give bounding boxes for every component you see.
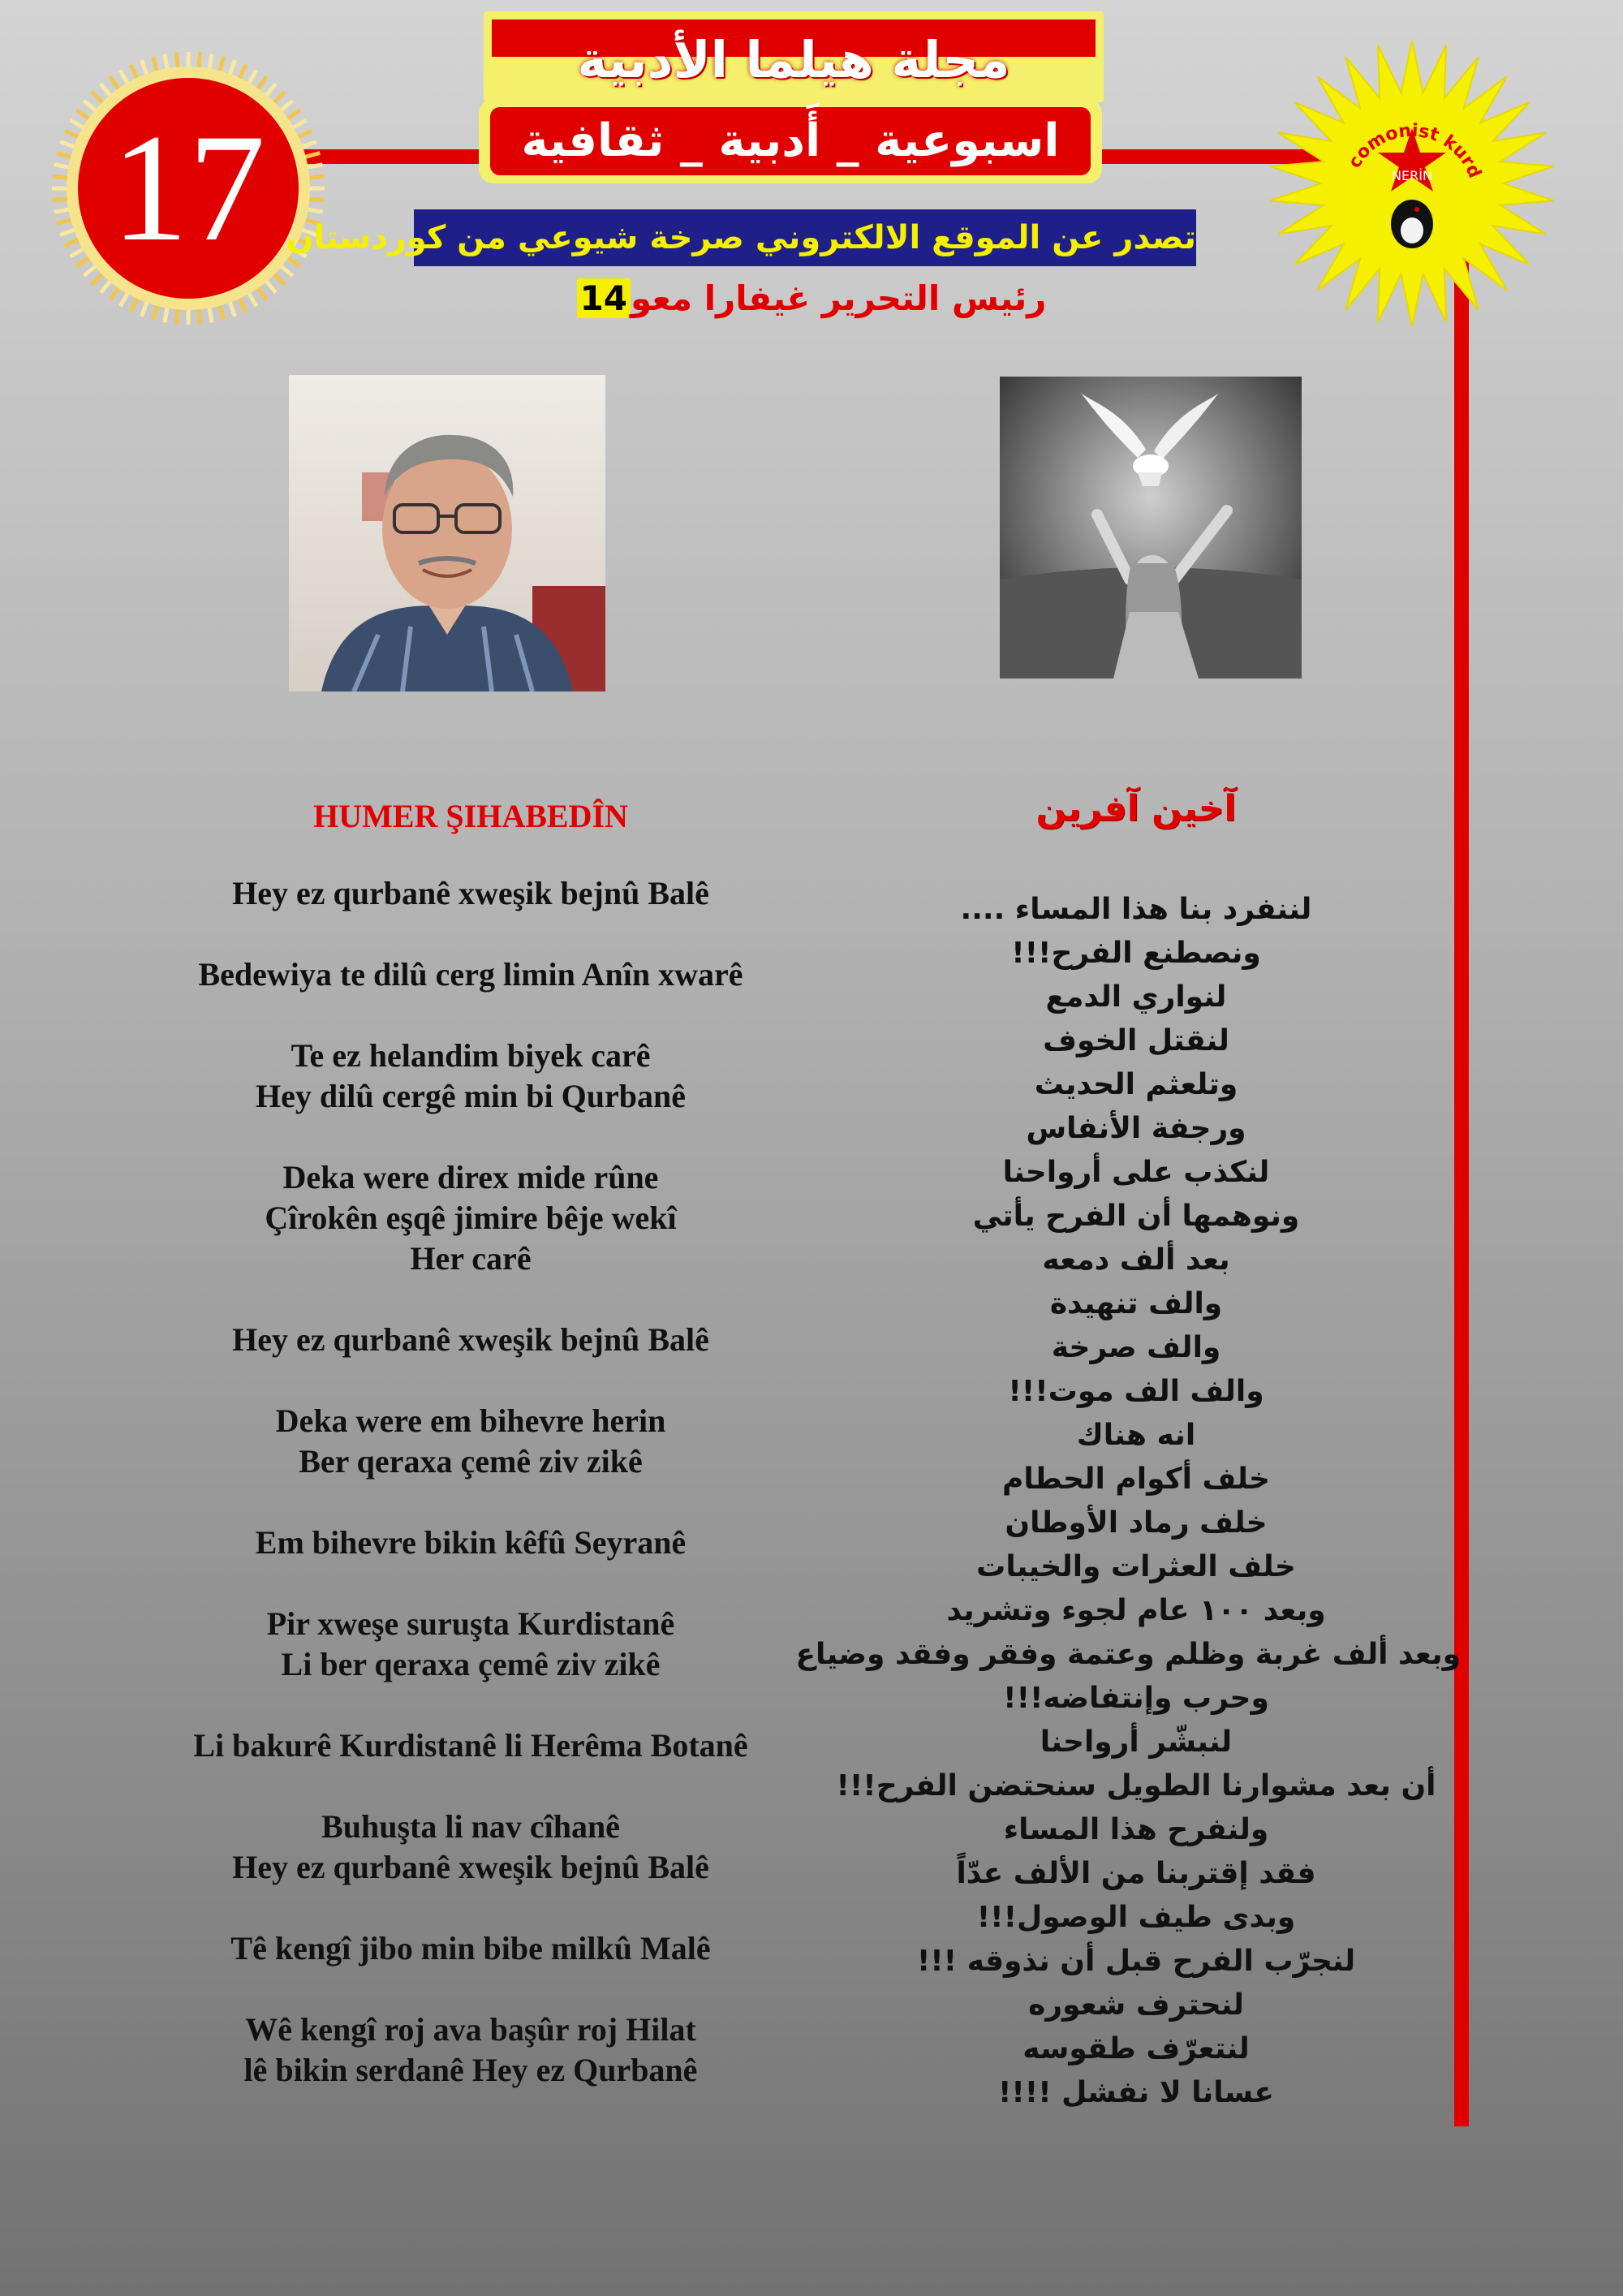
poem-line: ولنفرح هذا المساء (1003, 1813, 1269, 1846)
stanza-gap (146, 1279, 795, 1320)
portrait-icon (1391, 200, 1433, 248)
poem-line: أن بعد مشوارنا الطويل سنحتضن الفرح!!! (836, 1769, 1436, 1803)
poem-line: لنواري الدمع (1045, 980, 1227, 1014)
poem-line: Çîrokên eşqê jimire bêje wekî (265, 1200, 677, 1236)
poem-line: Deka were em bihevre herin (275, 1402, 666, 1439)
poem-line: وتلعثم الحديث (1034, 1068, 1238, 1101)
logo-name: NERİN (1392, 168, 1432, 183)
poem-line: وبعد ألف غربة وظلم وعتمة وفقر وفقد وضياع (795, 1638, 1461, 1671)
poem-line: وبعد ١٠٠ عام لجوء وتشريد (946, 1594, 1326, 1627)
editor-number: 14 (577, 278, 631, 318)
poem-line: Hey ez qurbanê xweşik bejnû Balê (232, 875, 709, 911)
editor-name: رئيس التحرير غيفارا معو (631, 278, 1047, 318)
poem-line: Bedewiya te dilû cerg limin Anîn xwarê (198, 956, 743, 993)
poem-line: لنحترف شعوره (1028, 1988, 1244, 2022)
magazine-subtitle: اسبوعية _ أَدبية _ ثقافية (490, 107, 1091, 175)
poem-line: لنقتل الخوف (1043, 1024, 1229, 1058)
stanza-gap (146, 1563, 795, 1604)
poem-line: Hey dilû cergê min bi Qurbanê (256, 1078, 686, 1114)
poem-line: ورجفة الأنفاس (1026, 1112, 1246, 1145)
poem-line: والف صرخة (1051, 1331, 1221, 1364)
poem-line: بعد ألف دمعه (1042, 1243, 1230, 1277)
poem-line: لننفرد بنا هذا المساء .... (960, 893, 1312, 926)
poem-line: خلف أكوام الحطام (1002, 1462, 1270, 1496)
poem-line: Tê kengî jibo min bibe milkû Malê (230, 1930, 711, 1966)
stanza-gap (146, 1360, 795, 1401)
poem-line: Wê kengî roj ava başûr roj Hilat (245, 2011, 696, 2048)
poem-line: Em bihevre bikin kêfû Seyranê (255, 1524, 687, 1561)
poem-line: فقد إقتربنا من الألف عدّاً (956, 1857, 1316, 1890)
poem-line: Pir xweşe suruşta Kurdistanê (266, 1605, 675, 1642)
author-photo-portrait (289, 375, 605, 691)
poem-line: ونوهمها أن الفرح يأتي (972, 1200, 1300, 1233)
stanza-gap (146, 1482, 795, 1523)
dove-child-photo (1000, 377, 1302, 678)
poem-line: خلف رماد الأوطان (1005, 1506, 1268, 1540)
left-poem-author: HUMER ŞIHABEDÎN (313, 798, 628, 834)
poem-line: لنتعرّف طقوسه (1022, 2032, 1250, 2066)
stanza-gap (146, 1888, 795, 1928)
poem-line: Her carê (410, 1240, 532, 1277)
kurdish-poem (146, 873, 795, 2091)
poem-line: خلف العثرات والخيبات (976, 1550, 1296, 1583)
poem-line: انه هناك (1076, 1419, 1196, 1452)
stanza-gap (146, 1685, 795, 1725)
poem-line: ونصطنع الفرح!!! (1011, 937, 1261, 970)
editor-line (454, 273, 1169, 325)
magazine-title: مجلة هيلما الأدبية (577, 30, 1010, 89)
poem-line: Te ez helandim biyek carê (291, 1037, 651, 1074)
poem-line: لنكذب على أرواحنا (1002, 1156, 1270, 1189)
poem-line: والف الف موت!!! (1008, 1375, 1264, 1408)
stanza-gap (146, 995, 795, 1036)
poem-line: لنجرّب الفرح قبل أن نذوقه !!! (916, 1945, 1356, 1978)
stanza-gap (146, 1766, 795, 1807)
poem-line: lê bikin serdanê Hey ez Qurbanê (243, 2052, 698, 2088)
poem-line: Hey ez qurbanê xweşik bejnû Balê (232, 1849, 709, 1885)
issue-number: 17 (111, 103, 265, 274)
poem-line: Li bakurê Kurdistanê li Herêma Botanê (193, 1727, 748, 1764)
stanza-gap (146, 1969, 795, 2010)
poem-line: وحرب وإنتفاضه!!! (1003, 1682, 1269, 1715)
publisher-line: تصدر عن الموقع الالكتروني صرخة شيوعي من كوردستان (414, 209, 1196, 266)
communist-kurd-logo (1266, 37, 1558, 330)
poem-line: Ber qeraxa çemê ziv zikê (299, 1443, 643, 1480)
poem-line: Li ber qeraxa çemê ziv zikê (281, 1646, 661, 1682)
poem-line: لنبشّر أرواحنا (1040, 1725, 1233, 1759)
poem-line: والف تنهيدة (1049, 1287, 1223, 1320)
poem-line: وبدى طيف الوصول!!! (976, 1901, 1296, 1934)
poem-line: Buhuşta li nav cîhanê (321, 1808, 620, 1845)
logo-arc-text: comonist kurd (1344, 120, 1485, 182)
poem-line: Deka were direx mide rûne (282, 1159, 659, 1195)
poem-line: Hey ez qurbanê xweşik bejnû Balê (232, 1321, 709, 1358)
stanza-gap (146, 1117, 795, 1157)
poem-line: عسانا لا نفشل !!!! (997, 2076, 1275, 2109)
right-poem-author: آخين آفرين (1035, 788, 1237, 829)
arabic-poem (795, 888, 1461, 2115)
stanza-gap (146, 914, 795, 954)
